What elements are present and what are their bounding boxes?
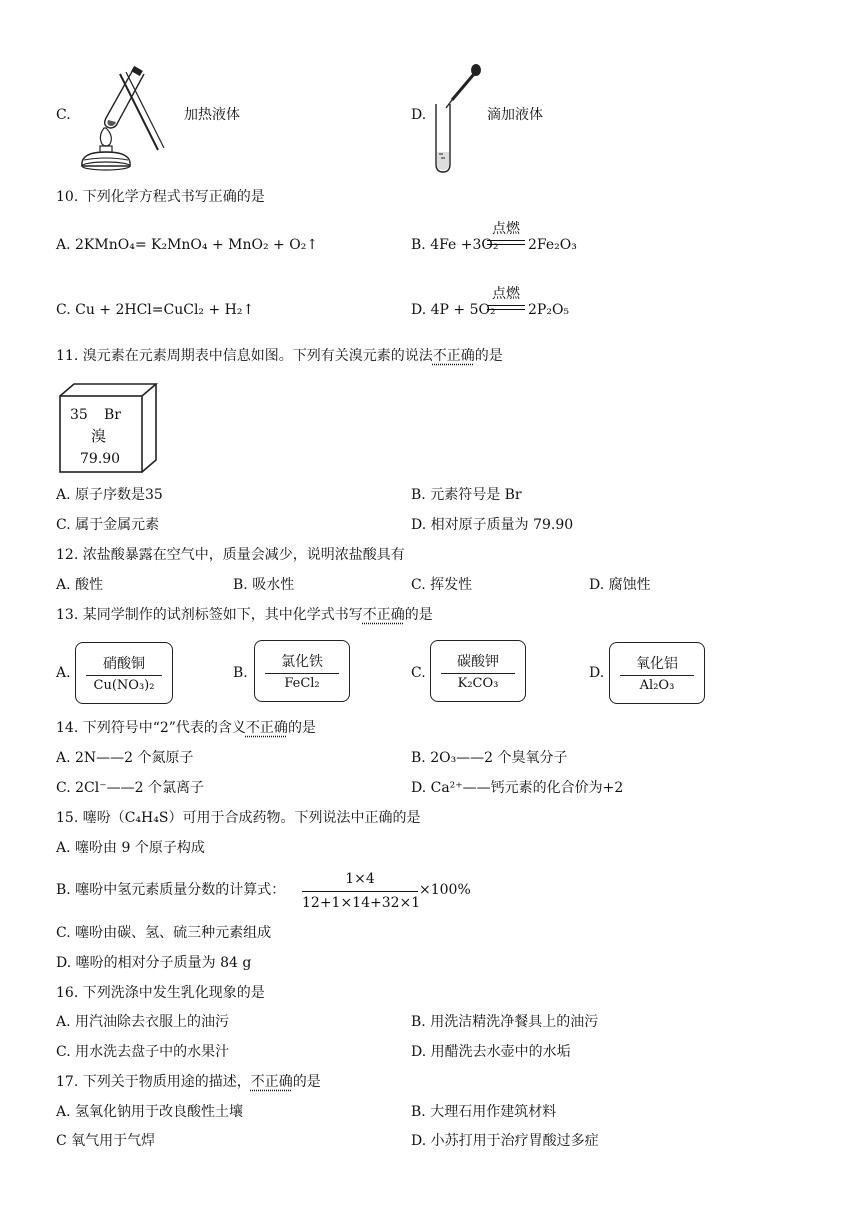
reagent-label-b — [254, 640, 350, 702]
reagent-formula: FeCl₂ — [284, 676, 320, 691]
q16-option-d: D. 用醋洗去水壶中的水垢 — [411, 1044, 571, 1060]
q14-option-c: C. 2Cl⁻——2 个氯离子 — [56, 780, 204, 796]
q13-stem: 13. 某同学制作的试剂标签如下，其中化学式书写不正确的是 — [56, 607, 433, 623]
reagent-formula: Al₂O₃ — [639, 678, 675, 693]
q14-option-b: B. 2O₃——2 个臭氧分子 — [411, 750, 568, 766]
q10-option-d-right: 2P₂O₅ — [528, 302, 570, 318]
q17-option-a: A. 氢氧化钠用于改良酸性土壤 — [56, 1104, 244, 1120]
alcohol-lamp-heating-icon — [72, 62, 172, 172]
q9-option-c-text: 加热液体 — [184, 107, 240, 123]
q10-option-b-left: B. 4Fe +3O₂ — [411, 237, 499, 253]
q16-stem: 16. 下列洗涤中发生乳化现象的是 — [56, 985, 265, 1001]
q14-stem: 14. 下列符号中“2”代表的含义不正确的是 — [56, 720, 316, 736]
element-atomic-mass: 79.90 — [80, 451, 121, 467]
fraction-denominator: 12+1×14+32×1 — [302, 895, 421, 911]
q12-option-c: C. 挥发性 — [411, 577, 473, 593]
q12-stem: 12. 浓盐酸暴露在空气中，质量会减少，说明浓盐酸具有 — [56, 547, 405, 563]
q16-option-c: C. 用水洗去盘子中的水果汁 — [56, 1044, 230, 1060]
q10-stem: 10. 下列化学方程式书写正确的是 — [56, 189, 265, 205]
reagent-name: 硝酸铜 — [103, 656, 145, 672]
reagent-name: 碳酸钾 — [457, 654, 499, 670]
reagent-name: 氧化铝 — [636, 656, 678, 672]
fraction-bar — [302, 891, 418, 892]
q12-option-b: B. 吸水性 — [233, 577, 295, 593]
element-name: 溴 — [91, 427, 107, 445]
q16-option-b: B. 用洗洁精洗净餐具上的油污 — [411, 1014, 599, 1030]
fraction-numerator: 1×4 — [345, 871, 375, 887]
q14-option-d: D. Ca²⁺——钙元素的化合价为+2 — [411, 780, 624, 796]
q15-stem: 15. 噻吩（C₄H₄S）可用于合成药物。下列说法中正确的是 — [56, 810, 421, 826]
q12-option-d: D. 腐蚀性 — [589, 577, 651, 593]
reagent-formula: K₂CO₃ — [457, 676, 499, 691]
reagent-label-c — [430, 640, 526, 702]
q11-option-b: B. 元素符号是 Br — [411, 487, 522, 503]
reagent-label-d — [609, 642, 705, 704]
q17-option-c: C 氧气用于气焊 — [56, 1133, 156, 1149]
q15-option-b-percent: ×100% — [419, 882, 471, 898]
element-symbol: Br — [104, 407, 121, 423]
q10-option-b-right: 2Fe₂O₃ — [528, 237, 577, 253]
q16-option-a: A. 用汽油除去衣服上的油污 — [56, 1014, 230, 1030]
dropper-test-tube-icon — [428, 62, 488, 174]
reagent-name: 氯化铁 — [281, 654, 323, 670]
q10-option-c: C. Cu + 2HCl=CuCl₂ + H₂↑ — [56, 302, 255, 318]
reagent-formula: Cu(NO₃)₂ — [93, 678, 155, 693]
q17-option-b: B. 大理石用作建筑材料 — [411, 1104, 557, 1120]
q12-option-a: A. 酸性 — [56, 577, 104, 593]
q13-option-d-label: D. — [589, 665, 605, 681]
q17-option-d: D. 小苏打用于治疗胃酸过多症 — [411, 1133, 599, 1149]
q9-option-d-label: D. — [411, 107, 427, 123]
q14-option-a: A. 2N——2 个氮原子 — [56, 750, 194, 766]
q15-option-a: A. 噻吩由 9 个原子构成 — [56, 840, 205, 856]
q15-option-c: C. 噻吩由碳、氢、硫三种元素组成 — [56, 925, 272, 941]
q10-option-b-condition: 点燃 — [492, 221, 520, 237]
q9-option-d-text: 滴加液体 — [487, 107, 543, 123]
q9-option-c-label: C. — [56, 107, 71, 123]
q10-option-b-equals — [487, 240, 525, 245]
q11-option-c: C. 属于金属元素 — [56, 517, 160, 533]
q11-option-d: D. 相对原子质量为 79.90 — [411, 517, 574, 533]
q10-option-d-condition: 点燃 — [492, 286, 520, 302]
q15-option-b-text: B. 噻吩中氢元素质量分数的计算式： — [56, 882, 286, 898]
q13-option-a-label: A. — [56, 665, 71, 681]
q15-option-d: D. 噻吩的相对分子质量为 84 g — [56, 955, 252, 971]
element-atomic-number: 35 — [70, 407, 88, 423]
q10-option-a: A. 2KMnO₄= K₂MnO₄ + MnO₂ + O₂↑ — [56, 237, 319, 253]
q13-option-c-label: C. — [411, 665, 426, 681]
q10-option-d-equals — [487, 305, 525, 310]
q17-stem: 17. 下列关于物质用途的描述，不正确的是 — [56, 1074, 321, 1090]
q11-stem: 11. 溴元素在元素周期表中信息如图。下列有关溴元素的说法不正确的是 — [56, 348, 503, 364]
reagent-label-a — [75, 642, 173, 704]
element-cell-bromine — [58, 382, 160, 474]
q13-option-b-label: B. — [233, 665, 248, 681]
q10-option-d-left: D. 4P + 5O₂ — [411, 302, 496, 318]
q11-option-a: A. 原子序数是35 — [56, 487, 163, 503]
mass-fraction-formula — [302, 870, 421, 912]
